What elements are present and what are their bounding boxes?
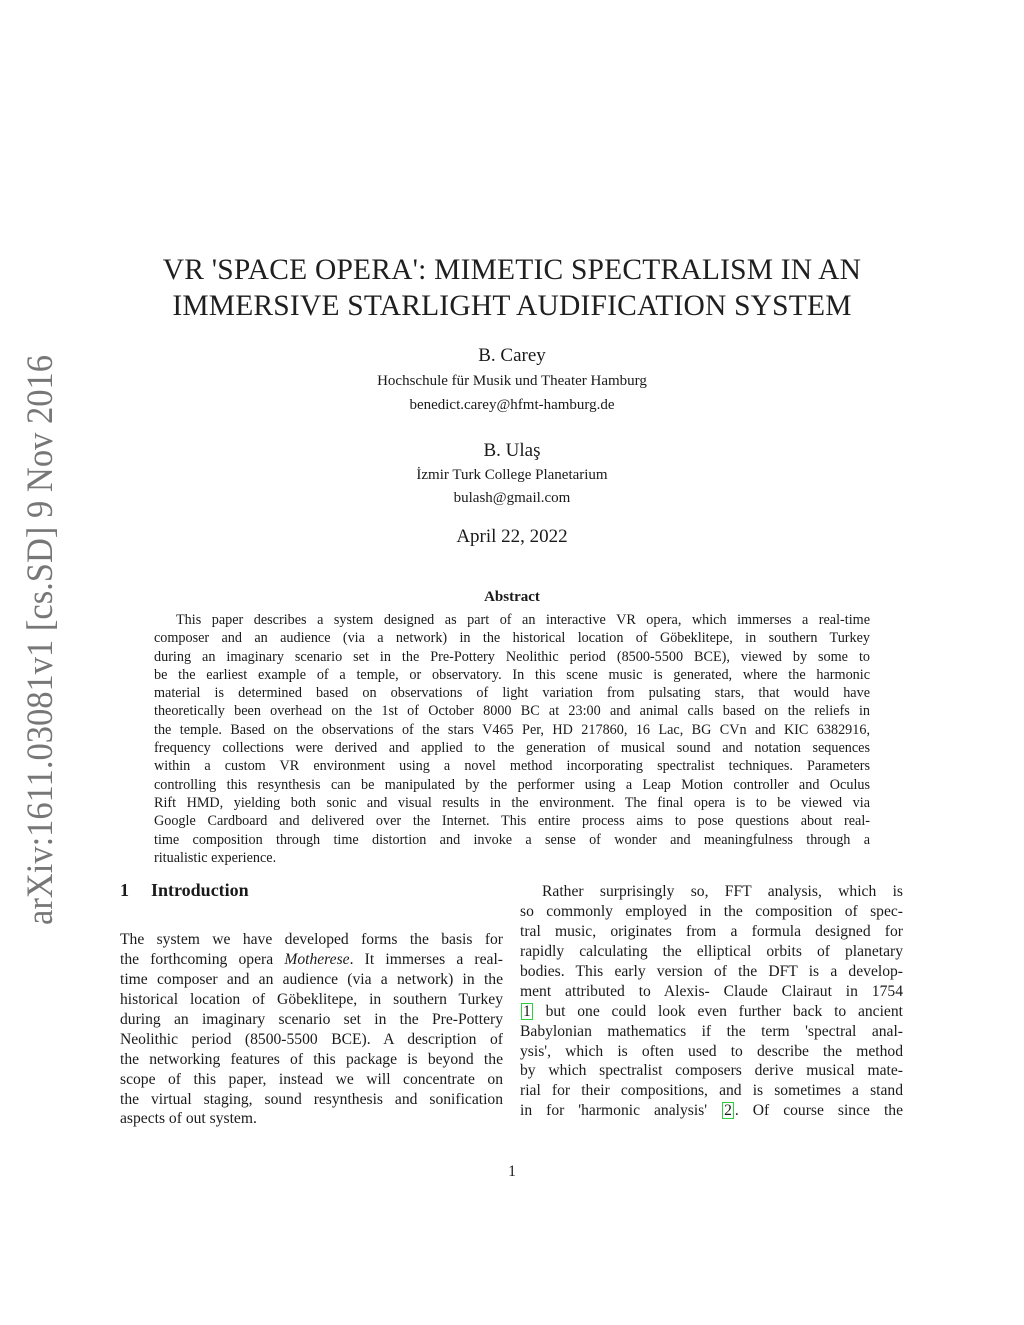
left-column-paragraph [120, 930, 503, 1129]
title-line: VR 'SPACE OPERA': MIMETIC SPECTRALISM IN AN [162, 254, 862, 286]
body-text: the forthcoming opera [120, 950, 285, 968]
section-title: Introduction [151, 880, 249, 900]
abstract-line: composer and an audience (via a network) in the historical location of Göbeklitepe, in southern Turkey [154, 630, 870, 647]
arxiv-identifier-stamp [16, 305, 64, 925]
abstract-line: the temple. Based on the observations of the stars V465 Per, HD 217860, 16 Lac, BG CVn and KIC 6382916, [154, 721, 870, 738]
body-line: The system we have developed forms the basis for [120, 931, 503, 948]
body-line: rial for their compositions, and is sometimes a stand [520, 1082, 903, 1100]
body-line: during an imaginary scenario set in the Pre-Pottery [120, 1010, 503, 1028]
abstract-line: material is determined based on observations of light variation from pulsating stars, that would have [154, 685, 870, 702]
abstract-body [154, 611, 870, 867]
abstract-line: be the earliest example of a temple, or observatory. In this scene music is generated, where the harmonic [154, 666, 870, 683]
body-line: by which spectralist composers derive musical mate- [520, 1062, 903, 1080]
body-line: Rather surprisingly so, FFT analysis, which is [542, 883, 903, 900]
abstract-line: Google Cardboard and delivered over the Internet. This entire process aims to pose questions about real- [154, 813, 870, 830]
section-heading [120, 880, 249, 901]
abstract-heading: Abstract [484, 589, 540, 605]
body-line: scope of this paper, instead we will concentrate on [120, 1070, 503, 1088]
body-line: so commonly employed in the composition of spec- [520, 902, 903, 920]
body-line: aspects of out system. [120, 1110, 257, 1128]
body-line: the networking features of this package is beyond the [120, 1050, 503, 1068]
body-line: bodies. This early version of the DFT is a develop- [520, 962, 903, 980]
author-affiliation: İzmir Turk College Planetarium [416, 467, 608, 483]
body-line: time composer and an audience (via a network) in the [120, 970, 503, 988]
body-line: tral music, originates from a formula designed for [520, 922, 903, 940]
body-line [520, 1002, 903, 1022]
body-text: . It immerses a real- [349, 950, 503, 968]
body-line: Babylonian mathematics if the term 'spectral anal- [520, 1022, 903, 1040]
abstract-line: during an imaginary scenario set in the Pre-Pottery Neolithic period (8500-5500 BCE), viewed by some to [154, 648, 870, 665]
author-email[interactable]: benedict.carey@hfmt-hamburg.de [409, 397, 615, 413]
body-line [120, 950, 503, 970]
arxiv-identifier-text: arXiv:1611.03081v1 [cs.SD] 9 Nov 2016 [20, 305, 61, 925]
body-line: ment attributed to Alexis- Claude Clairaut in 1754 [520, 982, 903, 1000]
author-name: B. Ulaş [483, 440, 541, 461]
paper-date: April 22, 2022 [456, 526, 568, 547]
abstract-line: frequency collections were derived and applied to the generation of musical sound and notation sequences [154, 740, 870, 757]
citation-link[interactable]: 2 [724, 1102, 732, 1120]
author-email[interactable]: bulash@gmail.com [453, 490, 571, 506]
abstract-line: ritualistic experience. [154, 849, 277, 866]
abstract-line: Rift HMD, yielding both sonic and visual results in the environment. The final opera is to be viewed via [154, 794, 870, 811]
citation-link[interactable]: 1 [523, 1002, 531, 1020]
page-number: 1 [508, 1163, 516, 1180]
body-line: rapidly calculating the elliptical orbits of planetary [520, 942, 903, 960]
abstract-line: This paper describes a system designed as part of an interactive VR opera, which immerses a real-time [176, 612, 870, 628]
opera-title-italic: Motherese [284, 950, 350, 968]
section-number: 1 [120, 880, 129, 900]
body-text: but one could look even further back to ancient [533, 1002, 903, 1020]
title-line: IMMERSIVE STARLIGHT AUDIFICATION SYSTEM [172, 290, 852, 322]
right-column-paragraph [520, 882, 903, 1121]
body-line: historical location of Göbeklitepe, in southern Turkey [120, 990, 503, 1008]
body-line: ysis', which is often used to describe the method [520, 1042, 903, 1060]
abstract-line: theoretically been overhead on the 1st of October 8000 BC at 23:00 and animal calls based on the reliefs in [154, 703, 870, 720]
body-line [520, 1101, 903, 1121]
body-text: in for 'harmonic analysis' [520, 1102, 722, 1120]
paper-title [120, 252, 904, 324]
body-line: Neolithic period (8500-5500 BCE). A description of [120, 1030, 503, 1048]
abstract-line: time composition through time distortion and invoke a sense of wonder and meaningfulness through a [154, 831, 870, 848]
author-name: B. Carey [478, 345, 546, 366]
body-line: the virtual staging, sound resynthesis and sonification [120, 1090, 503, 1108]
abstract-line: within a custom VR environment using a novel method incorporating spectralist techniques. Parameters [154, 758, 870, 775]
author-affiliation: Hochschule für Musik und Theater Hamburg [377, 373, 647, 389]
abstract-line: controlling this resynthesis can be manipulated by the performer using a Leap Motion controller and Oculus [154, 776, 870, 793]
body-text: . Of course since the [734, 1102, 903, 1120]
